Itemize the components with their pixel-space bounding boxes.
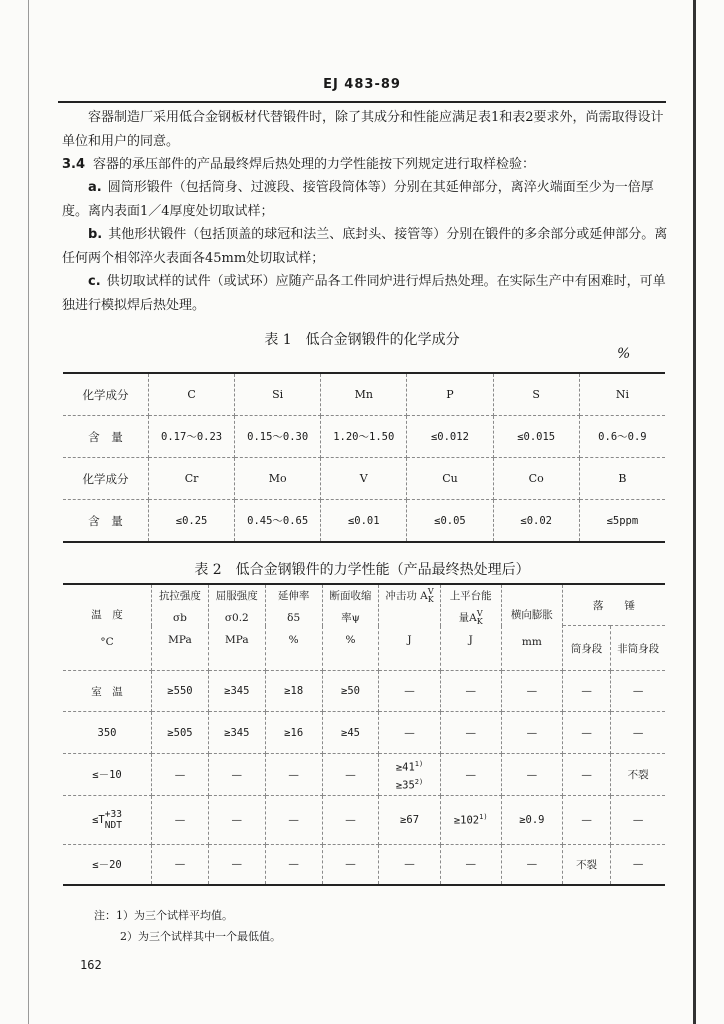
row-label: 含 量 [63,500,149,543]
header-temp: 温 度 °C [63,584,152,671]
page-number: 162 [80,958,102,972]
value-cell: ≤5ppm [579,500,665,543]
page-left-edge [28,0,29,1024]
value-cell: 0.6～0.9 [579,416,665,458]
note-2: 2）为三个试样其中一个最低值。 [120,930,281,943]
table-row [63,754,665,796]
item-c [62,270,668,317]
shell-cell: 不裂 [562,845,610,885]
value-cell: 0.45～0.65 [235,500,321,543]
tensile-cell: ≥505 [152,712,209,754]
header-impact: 冲击功 A V K J [379,584,440,671]
mechanical-properties-table [63,583,665,886]
reduction-cell: ≥50 [322,671,379,712]
row-label: 含 量 [63,416,149,458]
impact-cell: ≥67 [379,796,440,845]
header-drop-weight: 落 锤 [562,584,665,626]
shell-cell: — [562,712,610,754]
notes-label: 注： [94,909,116,922]
table-header-row [63,584,665,626]
clause-3-4-text: 容器的承压部件的产品最终焊后热处理的力学性能按下列规定进行取样检验： [93,157,536,172]
reduction-cell: — [322,754,379,796]
header-drop-shell: 筒身段 [562,626,610,671]
header-elongation: 延伸率 δ5 % [265,584,322,671]
temp-cell: 室 温 [63,671,152,712]
lateral-cell: — [501,845,562,885]
reduction-cell: ≥45 [322,712,379,754]
shelf-cell: — [440,671,501,712]
item-a-text: 圆筒形锻件（包括筒身、过渡段、接管段筒体等）分别在其延伸部分，离淬火端面至少为一倍厚度。离内表面1／4厚度处切取试样； [62,180,654,219]
shelf-cell: $\ge 102^{1)}$ [440,796,501,845]
shelf-cell: — [440,845,501,885]
header-yield: 屈服强度 σ0.2 MPa [208,584,265,671]
table-row [63,500,665,543]
table-row [63,712,665,754]
lateral-cell: ≥0.9 [501,796,562,845]
element-cell: V [321,458,407,500]
clause-number: 3.4 [62,157,86,172]
reduction-cell: — [322,796,379,845]
table1-title: 表 1 低合金钢锻件的化学成分 [264,332,460,348]
header-lateral: 横向膨胀 mm [501,584,562,671]
row-label: 化学成分 [63,458,149,500]
table-row [63,373,665,416]
item-b-text: 其他形状锻件（包括顶盖的球冠和法兰、底封头、接管等）分别在锻件的多余部分或延伸部分。离任何两个相邻淬火表面各45mm处切取试样； [62,227,668,266]
element-cell: Mo [235,458,321,500]
value-cell: 1.20～1.50 [321,416,407,458]
impact-cell: — [379,845,440,885]
table1-unit: % [617,346,631,362]
chemical-composition-table [63,372,665,543]
item-a-label: a. [88,180,102,195]
value-cell: ≤0.012 [407,416,493,458]
shell-cell: — [562,796,610,845]
row-label: 化学成分 [63,373,149,416]
shell-cell: — [562,754,610,796]
yield-cell: ≥345 [208,712,265,754]
temp-cell: ≤T +33 NDT [63,796,152,845]
item-c-text: 供切取试样的试件（或试环）应随产品各工件同炉进行焊后热处理。在实际生产中有困难时，可单独进行模拟焊后热处理。 [62,274,666,313]
element-cell: S [493,373,579,416]
item-b-label: b. [88,227,103,242]
tensile-cell: ≥550 [152,671,209,712]
table2-title: 表 2 低合金钢锻件的力学性能（产品最终热处理后） [194,562,530,578]
table-row [63,416,665,458]
header-reduction: 断面收缩 率ψ % [322,584,379,671]
paragraph-1-text: 容器制造厂采用低合金钢板材代替锻件时，除了其成分和性能应满足表1和表2要求外，尚需取得设计单位和用户的同意。 [62,110,664,149]
yield-cell: — [208,754,265,796]
lateral-cell: — [501,712,562,754]
standard-code: EJ 483-89 [323,77,401,92]
tensile-cell: — [152,796,209,845]
yield-cell: — [208,845,265,885]
temp-cell: ≤－20 [63,845,152,885]
table-row [63,796,665,845]
nonshell-cell: — [611,712,665,754]
item-c-label: c. [88,274,101,289]
element-cell: Cr [149,458,235,500]
shelf-cell: — [440,754,501,796]
element-cell: Si [235,373,321,416]
elong-cell: ≥16 [265,712,322,754]
nonshell-cell: — [611,845,665,885]
element-cell: P [407,373,493,416]
lateral-cell: — [501,754,562,796]
nonshell-cell: 不裂 [611,754,665,796]
header-drop-nonshell: 非筒身段 [611,626,665,671]
elong-cell: — [265,754,322,796]
elong-cell: ≥18 [265,671,322,712]
nonshell-cell: — [611,796,665,845]
value-cell: ≤0.015 [493,416,579,458]
paragraph-1 [62,106,668,153]
lateral-cell: — [501,671,562,712]
tensile-cell: — [152,845,209,885]
header-tensile: 抗拉强度 σb MPa [152,584,209,671]
element-cell: Cu [407,458,493,500]
temp-cell: ≤－10 [63,754,152,796]
elong-cell: — [265,845,322,885]
yield-cell: ≥345 [208,671,265,712]
value-cell: ≤0.25 [149,500,235,543]
nonshell-cell: — [611,671,665,712]
value-cell: ≤0.05 [407,500,493,543]
item-a [62,176,668,223]
element-cell: Ni [579,373,665,416]
element-cell: B [579,458,665,500]
item-b [62,223,668,270]
value-cell: 0.17～0.23 [149,416,235,458]
table-row [63,458,665,500]
value-cell: ≤0.02 [493,500,579,543]
impact-cell: $\ge 41^{1)}$ $\ge 35^{2)}$ [379,754,440,796]
temp-cell: 350 [63,712,152,754]
table-notes [94,905,281,947]
header-upper-shelf: 上平台能 量A V K J [440,584,501,671]
impact-cell: — [379,712,440,754]
note-1: 1）为三个试样平均值。 [116,909,233,922]
clause-3-4 [62,153,668,177]
table-row [63,845,665,885]
shell-cell: — [562,671,610,712]
impact-cell: — [379,671,440,712]
yield-cell: — [208,796,265,845]
value-cell: ≤0.01 [321,500,407,543]
header-rule [58,101,666,103]
reduction-cell: — [322,845,379,885]
element-cell: Co [493,458,579,500]
value-cell: 0.15～0.30 [235,416,321,458]
element-cell: C [149,373,235,416]
tensile-cell: — [152,754,209,796]
elong-cell: — [265,796,322,845]
element-cell: Mn [321,373,407,416]
shelf-cell: — [440,712,501,754]
table-row [63,671,665,712]
page-right-edge [693,0,696,1024]
